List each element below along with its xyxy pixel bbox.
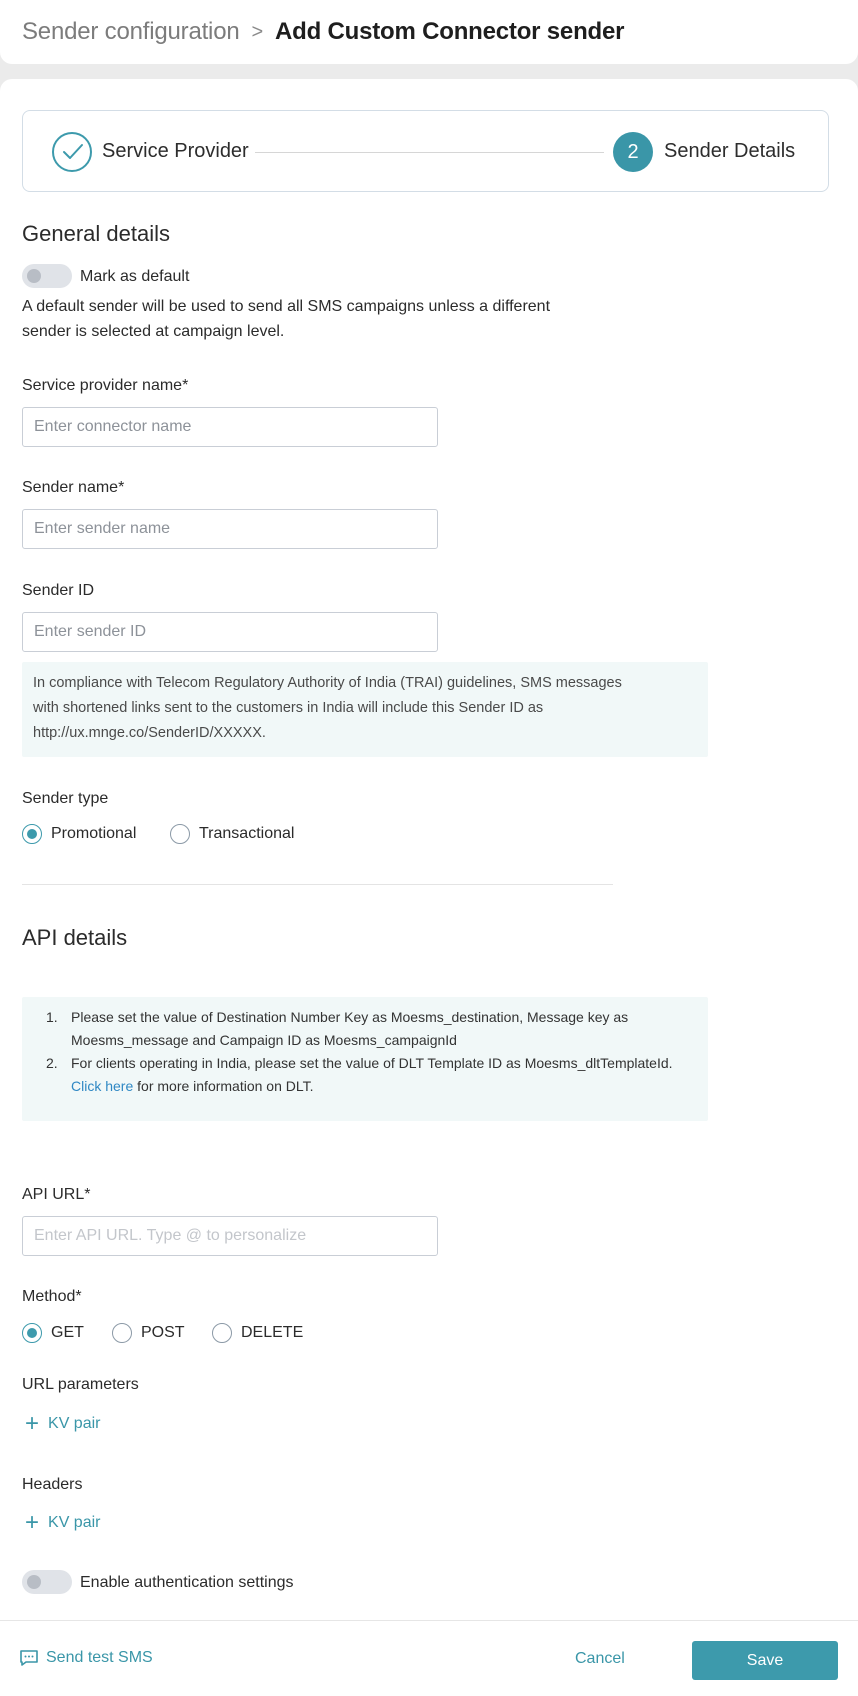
instruction-item [22,1006,708,1052]
send-test-sms-button[interactable] [19,1649,153,1667]
form-footer [0,1620,858,1696]
method-delete-label[interactable]: DELETE [241,1324,304,1341]
step-label-sender-details: Sender Details [664,140,796,162]
section-divider [22,884,613,885]
method-post-radio[interactable] [112,1323,132,1343]
sender-type-promotional-label[interactable]: Promotional [51,825,137,842]
plus-icon: + [25,1509,40,1536]
chat-icon [19,1649,39,1667]
method-label: Method* [22,1288,82,1305]
api-instructions-box [22,997,708,1121]
form-card [0,79,858,1696]
trai-compliance-notice [22,662,708,757]
description-line: sender is selected at campaign level. [22,323,285,340]
notice-line: In compliance with Telecom Regulatory Authority of India (TRAI) guidelines, SMS messages [33,675,622,691]
mark-default-label: Mark as default [80,268,190,285]
sender-type-promotional-radio[interactable] [22,824,42,844]
check-icon [62,143,84,161]
sender-type-transactional-label[interactable]: Transactional [199,825,295,842]
instruction-line: Moesms_message and Campaign ID as Moesms_campaignId [71,1032,457,1048]
step-completed-indicator[interactable] [52,132,92,172]
method-get-label[interactable]: GET [51,1324,84,1341]
instruction-line: Please set the value of Destination Number Key as Moesms_destination, Message key as [71,1009,629,1025]
description-line: A default sender will be used to send all SMS campaigns unless a different [22,298,551,315]
sender-name-label: Sender name* [22,479,125,496]
instruction-line: For clients operating in India, please set the value of DLT Template ID as Moesms_dltTemplateId. [71,1055,673,1071]
method-delete-radio[interactable] [212,1323,232,1343]
headers-label: Headers [22,1476,83,1493]
send-test-sms-label: Send test SMS [46,1649,153,1666]
instruction-number: 1. [46,1009,58,1025]
sender-type-label: Sender type [22,790,109,807]
sender-name-input[interactable] [22,509,438,549]
notice-line: with shortened links sent to the customers in India will include this Sender ID as [33,700,544,716]
sender-type-transactional-radio[interactable] [170,824,190,844]
step-label-service-provider[interactable]: Service Provider [102,140,249,162]
method-post-label[interactable]: POST [141,1324,185,1341]
page-title: Add Custom Connector sender [274,18,625,45]
auth-settings-toggle[interactable] [22,1570,72,1594]
stepper-connector-line [255,152,604,153]
instruction-number: 2. [46,1055,58,1071]
headers-add-kv-button[interactable] [25,1509,101,1536]
api-details-heading: API details [22,925,128,950]
breadcrumb-separator: > [251,20,263,43]
api-instructions-list [22,1006,708,1098]
breadcrumb-parent-link[interactable]: Sender configuration [22,18,240,45]
general-details-heading: General details [22,221,170,246]
sender-id-input[interactable] [22,612,438,652]
url-params-add-kv-button[interactable] [25,1410,101,1437]
mark-default-toggle[interactable] [22,264,72,288]
api-url-label: API URL* [22,1186,91,1203]
auth-settings-label: Enable authentication settings [80,1574,294,1591]
method-get-radio[interactable] [22,1323,42,1343]
page-header [0,0,858,64]
save-button[interactable]: Save [692,1641,838,1680]
notice-line: http://ux.mnge.co/SenderID/XXXXX. [33,725,266,741]
add-kv-label: KV pair [48,1514,101,1531]
add-kv-label: KV pair [48,1415,101,1432]
url-parameters-label: URL parameters [22,1376,139,1393]
toggle-knob [27,1575,41,1589]
provider-name-label: Service provider name* [22,377,189,394]
api-url-input[interactable] [22,1216,438,1256]
provider-name-input[interactable] [22,407,438,447]
default-sender-description [22,294,550,344]
plus-icon: + [25,1410,40,1437]
toggle-knob [27,269,41,283]
cancel-button[interactable]: Cancel [575,1650,625,1667]
instruction-item [22,1052,708,1098]
sender-id-label: Sender ID [22,582,95,599]
instruction-line-rest: for more information on DLT. [133,1078,314,1094]
stepper [22,110,829,192]
trai-notice-text [33,671,622,746]
instruction-line [71,1075,708,1098]
step-number-badge: 2 [613,132,653,172]
dlt-info-link[interactable]: Click here [71,1078,134,1094]
